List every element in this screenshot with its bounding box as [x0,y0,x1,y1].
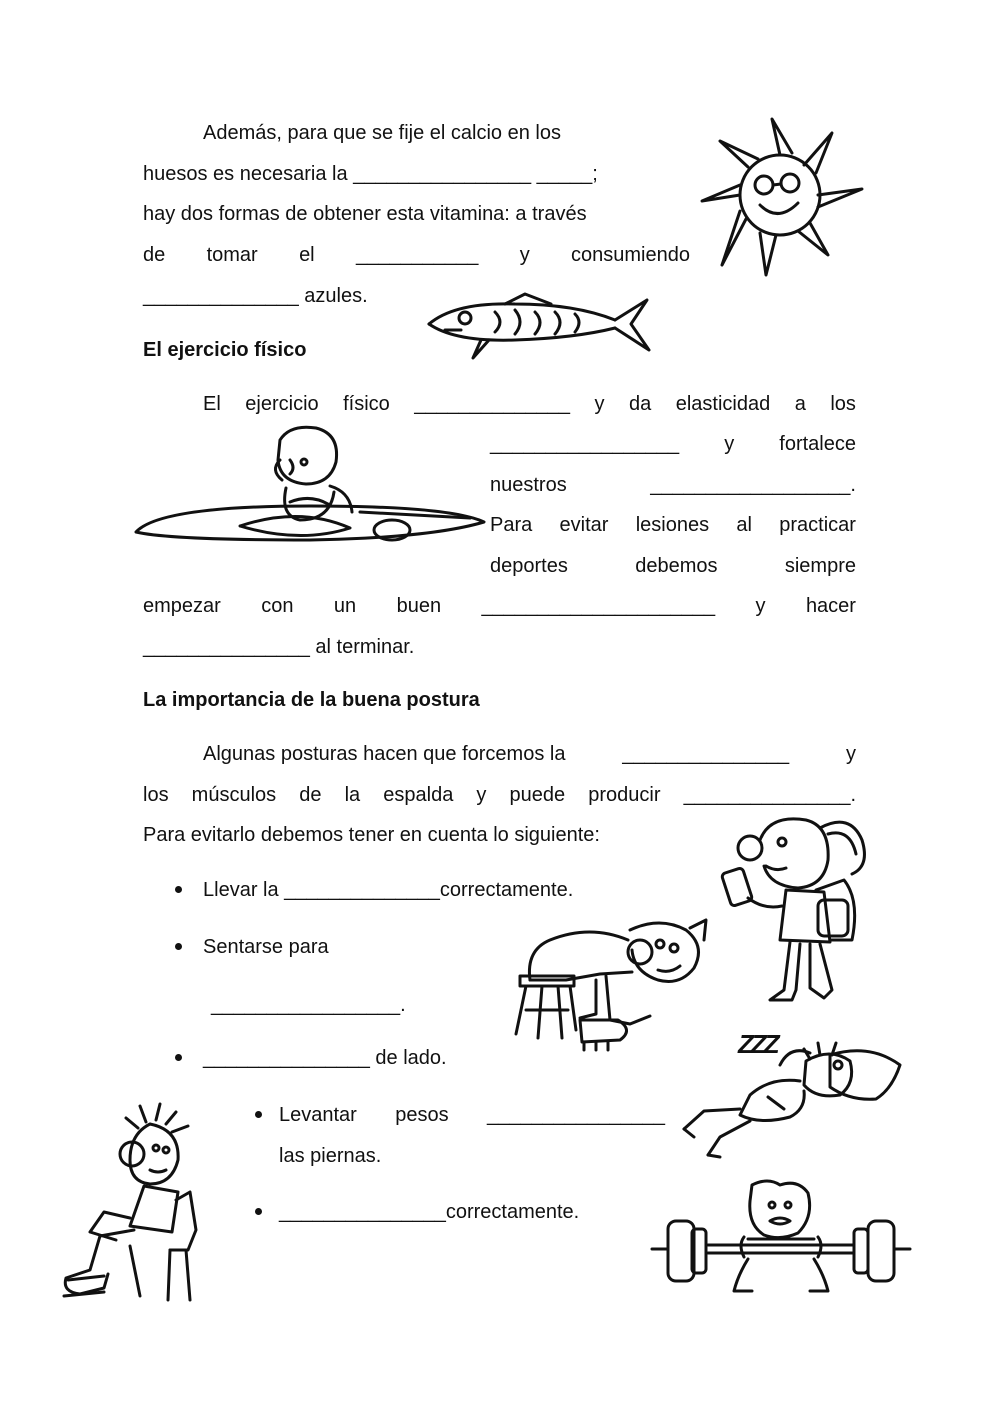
exercise-line-3 [490,473,856,497]
word: evitar [559,514,609,536]
word: de [299,784,322,806]
bullet-dot [175,943,182,950]
word: físico [343,393,390,415]
calcium-line-4 [143,243,690,267]
word: hacer [805,595,856,617]
sleeping-boy-illustration [680,1025,910,1165]
word: fortalece [779,433,856,455]
word: músculos [191,784,277,806]
blank: ______________ [414,393,571,415]
blank: _____________________ [481,595,716,617]
bullet-dot [175,886,182,893]
sleep-zzz-text: ZZZ [738,1029,777,1059]
posture-line-3: Para evitarlo debemos tener en cuenta lo siguiente: [143,824,600,846]
bullet-dot [255,1208,262,1215]
blank: _________________ [490,433,680,455]
sun-with-glasses-illustration [700,115,870,280]
word: el [299,244,315,266]
word: puede [509,784,566,806]
word: y [594,393,605,415]
word: producir [588,784,661,806]
word: la [344,784,361,806]
bullet-lift-cont: las piernas. [279,1145,382,1167]
word: debemos [635,555,718,577]
word: y [519,244,530,266]
blank: _______________. [683,784,856,806]
word: de [143,244,166,266]
word: un [333,595,357,617]
calcium-line-3: hay dos formas de obtener esta vitamina: a través [143,203,587,225]
word: y [724,433,735,455]
word: practicar [779,514,856,536]
exercise-line-7: _______________ al terminar. [143,636,415,658]
posture-heading: La importancia de la buena postura [143,689,480,711]
word: empezar [143,595,221,617]
girl-with-backpack-illustration [720,810,880,1010]
word: elasticidad [675,393,771,415]
exercise-heading: El ejercicio físico [143,339,307,361]
bullet-sit-blank: _________________. [211,994,406,1016]
word: deportes [490,555,568,577]
word: nuestros [490,474,567,496]
word: El [203,393,221,415]
blank: ________________ [487,1104,665,1126]
word: Para [490,514,533,536]
word: siempre [784,555,856,577]
calcium-line-5: ______________ azules. [143,285,368,307]
calcium-line-2: huesos es necesaria la ________________ _____; [143,163,598,185]
word: los [830,393,856,415]
word: con [261,595,294,617]
word: y [846,743,856,765]
fish-illustration [425,290,655,365]
word: al [736,514,752,536]
word: Levantar [279,1104,357,1126]
exercise-line-6 [143,594,856,618]
word: da [629,393,652,415]
bullet-lift [279,1103,665,1127]
exercise-line-2 [490,432,856,456]
word: espalda [383,784,454,806]
word: y [476,784,487,806]
exercise-line-1 [203,392,856,416]
word: pesos [395,1104,449,1126]
bullet-sit: Sentarse para [203,936,329,958]
bullet-dot [255,1111,262,1118]
bullet-sleep: _______________ de lado. [203,1047,447,1069]
word: lesiones [635,514,710,536]
sitting-boy-illustration [60,1100,210,1310]
word: buen [396,595,442,617]
word: y [755,595,766,617]
blank: ___________ [355,244,479,266]
word: a [794,393,806,415]
kayak-child-illustration [130,420,490,555]
word: consumiendo [571,244,690,266]
word: Algunas posturas hacen que forcemos la [203,743,566,765]
word: los [143,784,169,806]
calcium-line-1: Además, para que se fije el calcio en los [203,122,561,144]
bullet-weights: _______________correctamente. [279,1201,580,1223]
exercise-line-4 [490,513,856,537]
blank: __________________. [650,474,856,496]
weightlifter-illustration [648,1175,913,1300]
posture-line-1 [203,742,856,766]
posture-line-2 [143,783,856,807]
blank: _______________ [622,743,790,765]
word: tomar [206,244,258,266]
bullet-dot [175,1054,182,1061]
exercise-line-5 [490,554,856,578]
bullet-backpack: Llevar la ______________correctamente. [203,879,574,901]
word: ejercicio [245,393,319,415]
